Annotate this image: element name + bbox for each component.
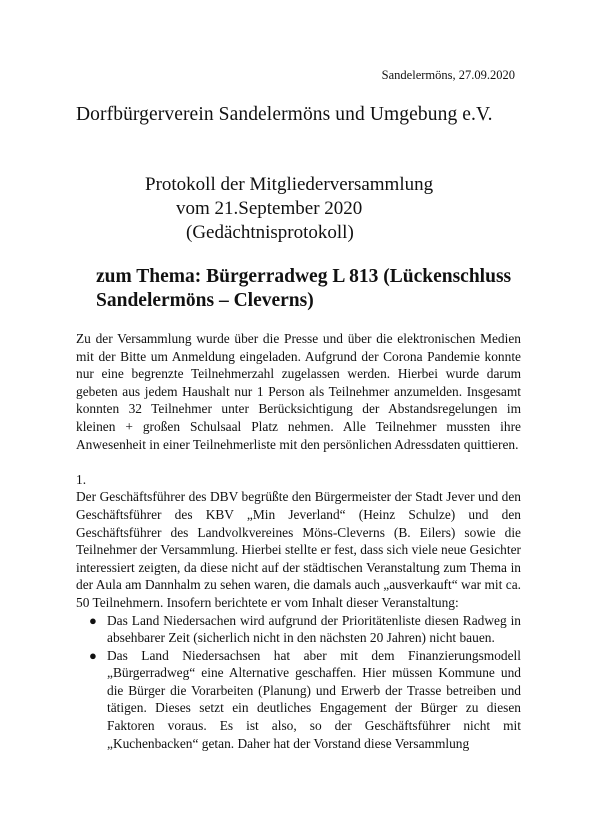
bullet-icon: ● (89, 612, 97, 628)
paragraph-gap (76, 453, 521, 471)
protocol-title-line: Protokoll der Mitgliederversammlung (145, 174, 434, 195)
protocol-title-block (0, 173, 591, 245)
protocol-type-line: (Gedächtnisprotokoll) (186, 222, 354, 243)
intro-paragraph: Zu der Versammlung wurde über die Presse und über die elektronischen Medien mit der Bitte um Anmeldung eingeladen. Aufgrund der Corona Pandemie konnte nur eine begrenzte Teilnehmerzahl zugelassen werden. Hierbei wurde darum gebeten aus jedem Haushalt nur 1 Person als Teilnehmer anzumelden. Insgesamt konnten 32 Teilnehmer unter Berücksichtigung der Abstandsregelungen im kleinen + großen Schulsaal Platz nehmen. Alle Teilnehmer mussten ihre Anwesenheit in einer Teilnehmerliste mit den persönlichen Adressdaten quittieren. (76, 331, 521, 452)
date-line: Sandelermöns, 27.09.2020 (381, 68, 515, 82)
bullet-text: Das Land Niedersachsen hat aber mit dem Finanzierungsmodell „Bürgerradweg“ eine Alternative geschaffen. Hier müssen Kommune und die Bürger die Vorarbeiten (Planung) und Erwerb der Trasse betreiben und tätigen. Dieses setzt ein deutliches Engagement der Bürger zu diesen Faktoren voraus. Es ist also, so der Geschäftsführer nicht mit „Kuchenbacken“ getan. Daher hat der Vorstand diese Versammlung (107, 647, 521, 751)
section-number: 1. (76, 471, 87, 487)
topic-heading-line: zum Thema: Bürgerradweg L 813 (Lückenschluss (96, 266, 512, 287)
bullet-item (76, 612, 521, 647)
protocol-date-line: vom 21.September 2020 (176, 198, 363, 219)
body-text (76, 330, 521, 752)
organization-title: Dorfbürgerverein Sandelermöns und Umgebung e.V. (76, 104, 493, 125)
bullet-icon: ● (89, 647, 97, 663)
section-paragraph: Der Geschäftsführer des DBV begrüßte den Bürgermeister der Stadt Jever und den Geschäftsführer des KBV „Min Jeverland“ (Heinz Schulze) und den Geschäftsführer des Landvolkvereines Möns-Cleverns (B. Eilers) sowie die Teilnehmer der Versammlung. Hierbei stellte er fest, dass sich viele neue Gesichter interessiert zeigten, da diese nicht auf der städtischen Veranstaltung zum Thema in der Aula am Dannhalm zu sehen waren, die damals auch „ausverkauft“ war mit ca. 50 Teilnehmern. Insofern berichtete er vom Inhalt dieser Veranstaltung: (76, 489, 521, 610)
bullet-list (76, 612, 521, 753)
topic-heading (96, 265, 556, 313)
topic-heading-line: Sandelermöns – Cleverns) (96, 290, 314, 311)
bullet-text: Das Land Niedersachen wird aufgrund der Prioritätenliste diesen Radweg in absehbarer Zeit (sicherlich nicht in den nächsten 20 Jahren) nicht bauen. (107, 612, 521, 646)
bullet-item (76, 647, 521, 753)
